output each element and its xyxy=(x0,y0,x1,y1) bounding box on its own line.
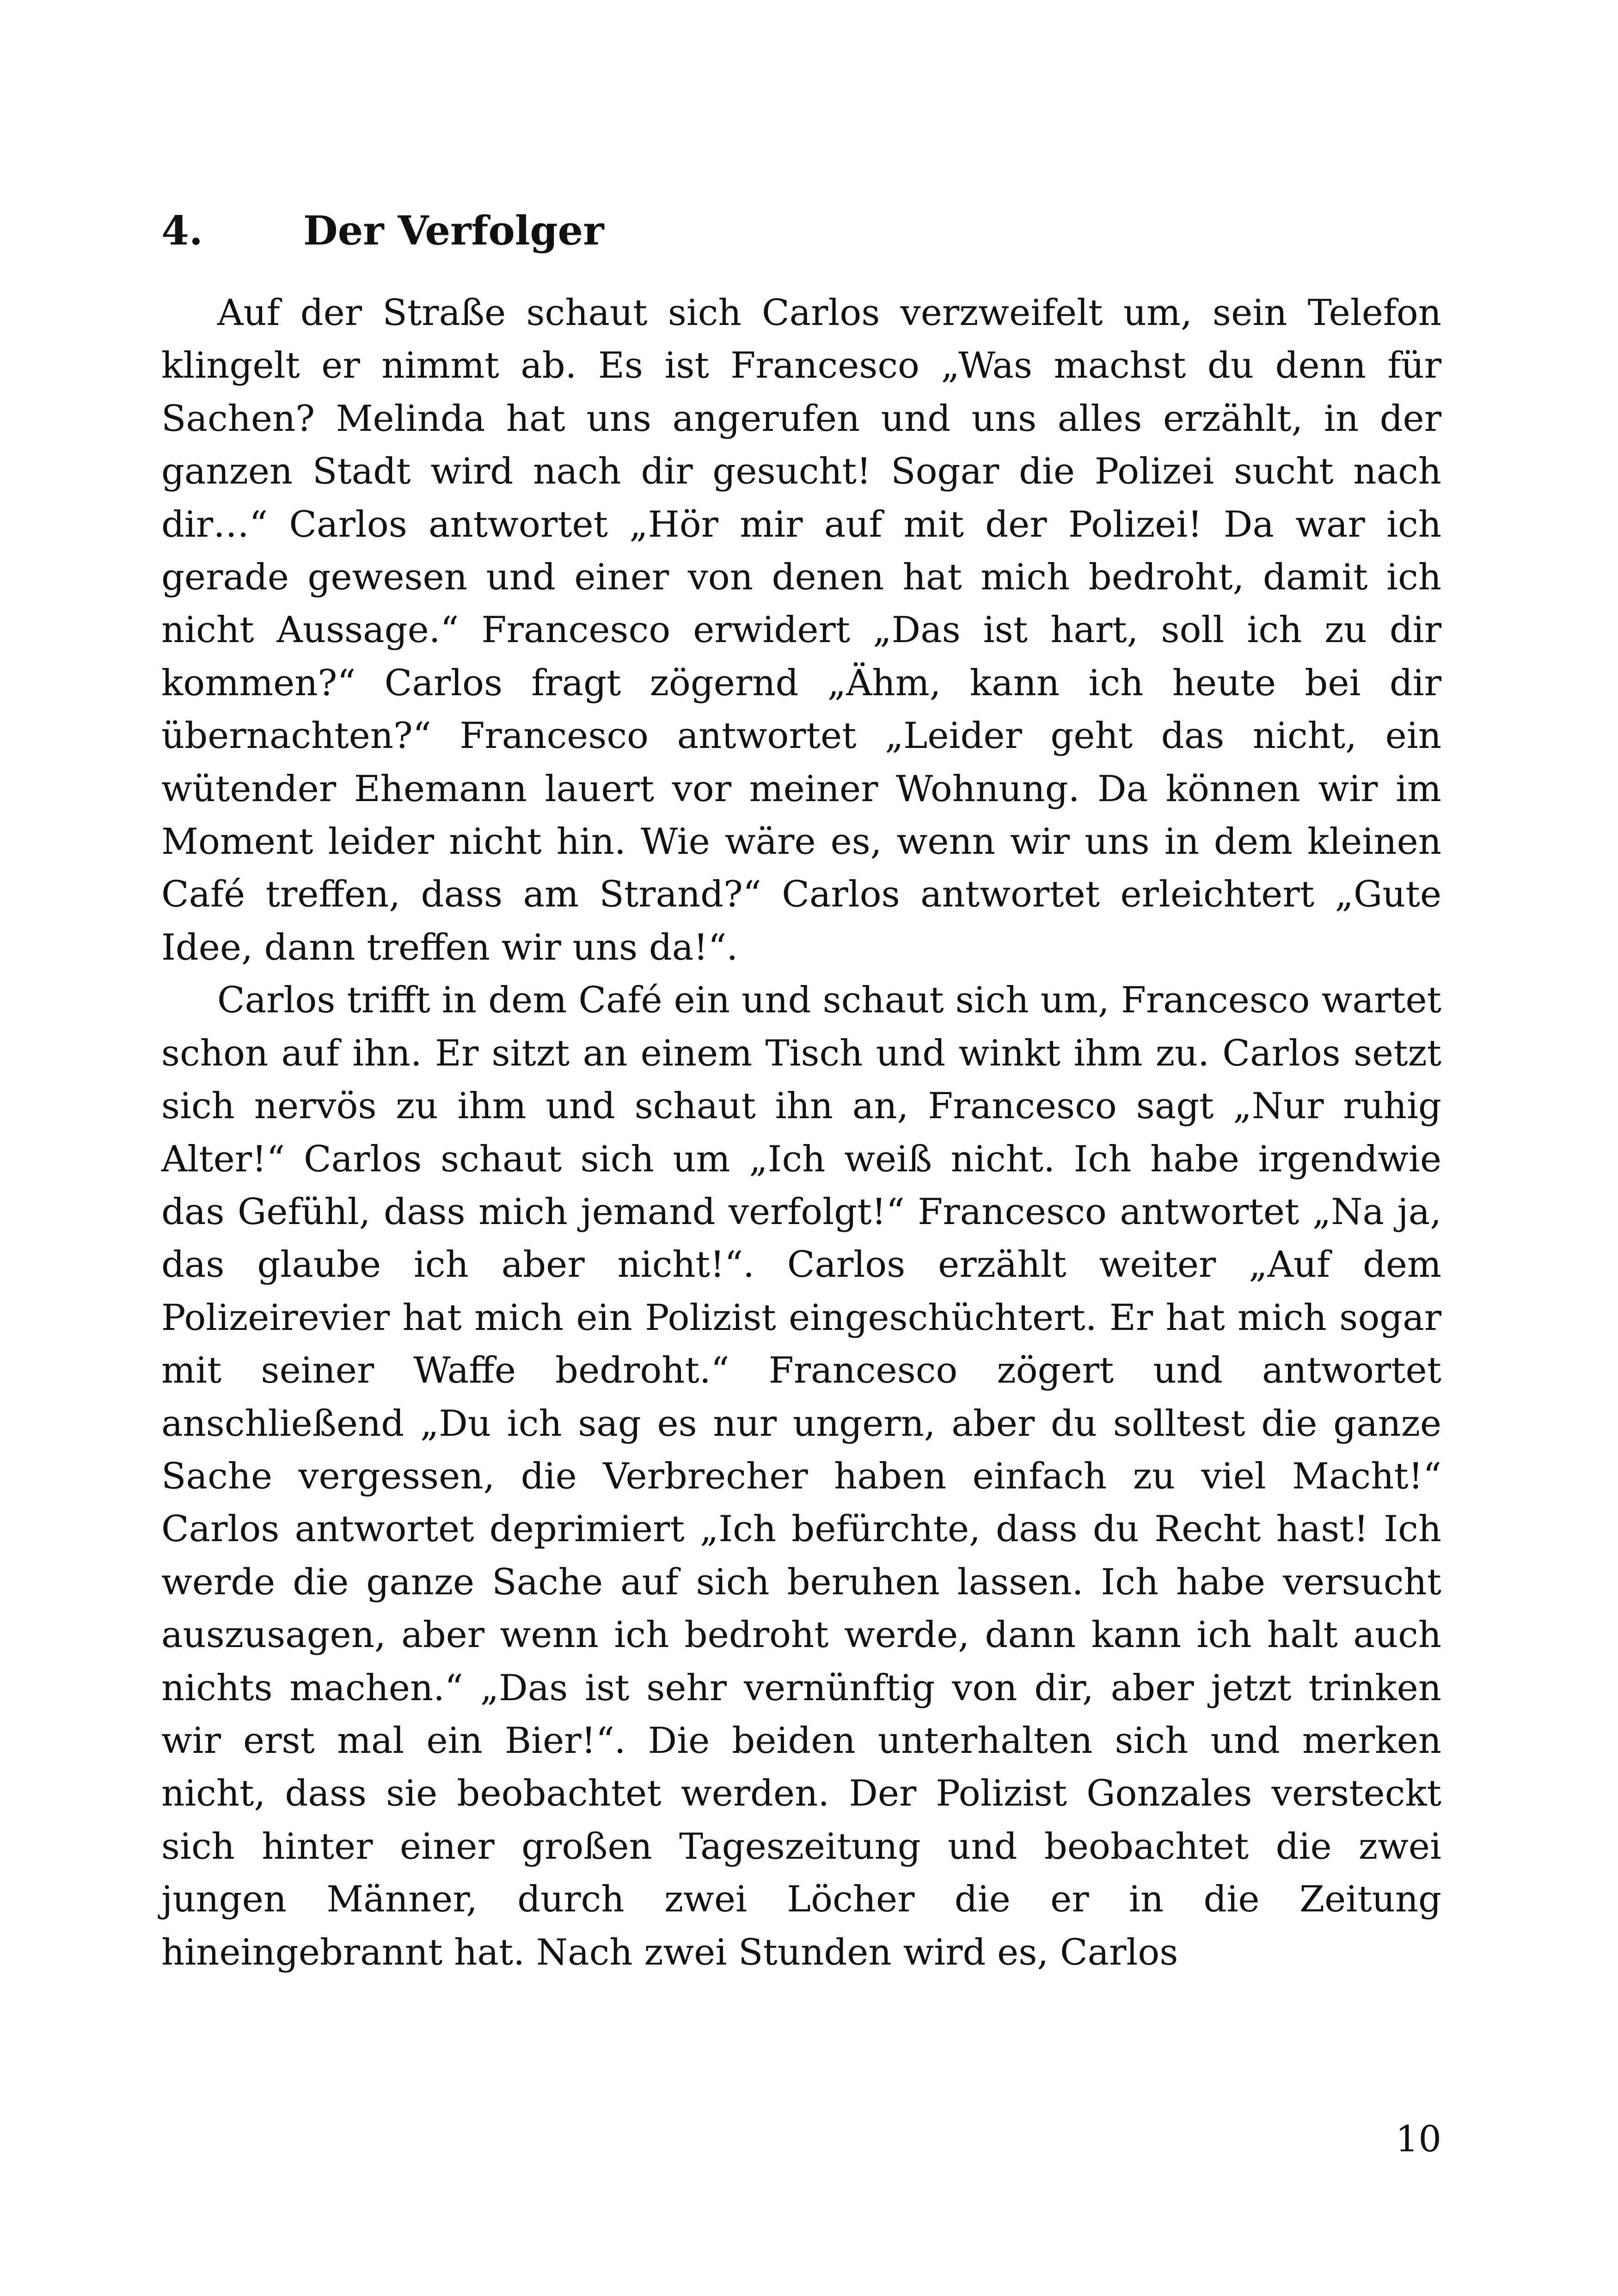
chapter-title: Der Verfolger xyxy=(303,208,604,254)
chapter-number: 4. xyxy=(161,208,203,254)
paragraph: Auf der Straße schaut sich Carlos verzweifelt um, sein Telefon klingelt er nimmt ab. Es ist Francesco „Was machst du denn für Sachen? Melinda hat uns angerufen und uns alles erzählt, in der ganzen Stadt wird nach dir gesucht! Sogar die Polizei sucht nach dir…“ Carlos antwortet „Hör mir auf mit der Polizei! Da war ich gerade gewesen und einer von denen hat mich bedroht, damit ich nicht Aussage.“ Francesco erwidert „Das ist hart, soll ich zu dir kommen?“ Carlos fragt zögernd „Ähm, kann ich heute bei dir übernachten?“ Francesco antwortet „Leider geht das nicht, ein wütender Ehemann lauert vor meiner Wohnung. Da können wir im Moment leider nicht hin. Wie wäre es, wenn wir uns in dem kleinen Café treffen, dass am Strand?“ Carlos antwortet erleichtert „Gute Idee, dann treffen wir uns da!“. xyxy=(161,292,1441,968)
body-text xyxy=(161,287,1441,1979)
paragraph: Carlos trifft in dem Café ein und schaut sich um, Francesco wartet schon auf ihn. Er sitzt an einem Tisch und winkt ihm zu. Carlos setzt sich nervös zu ihm und schaut ihn an, Francesco sagt „Nur ruhig Alter!“ Carlos schaut sich um „Ich weiß nicht. Ich habe irgendwie das Gefühl, dass mich jemand verfolgt!“ Francesco antwortet „Na ja, das glaube ich aber nicht!“. Carlos erzählt weiter „Auf dem Polizeirevier hat mich ein Polizist eingeschüchtert. Er hat mich sogar mit seiner Waffe bedroht.“ Francesco zögert und antwortet anschließend „Du ich sag es nur ungern, aber du solltest die ganze Sache vergessen, die Verbrecher haben einfach zu viel Macht!“ Carlos antwortet deprimiert „Ich befürchte, dass du Recht hast! Ich werde die ganze Sache auf sich beruhen lassen. Ich habe versucht auszusagen, aber wenn ich bedroht werde, dann kann ich halt auch nichts machen.“ „Das ist sehr vernünftig von dir, aber jetzt trinken wir erst mal ein Bier!“. Die beiden unterhalten sich und merken nicht, dass sie beobachtet werden. Der Polizist Gonzales versteckt sich hinter einer großen Tageszeitung und beobachtet die zwei jungen Männer, durch zwei Löcher die er in die Zeitung hineingebrannt hat. Nach zwei Stunden wird es, Carlos xyxy=(161,980,1441,1973)
page-number: 10 xyxy=(1395,2118,1441,2160)
chapter-heading xyxy=(161,203,604,259)
